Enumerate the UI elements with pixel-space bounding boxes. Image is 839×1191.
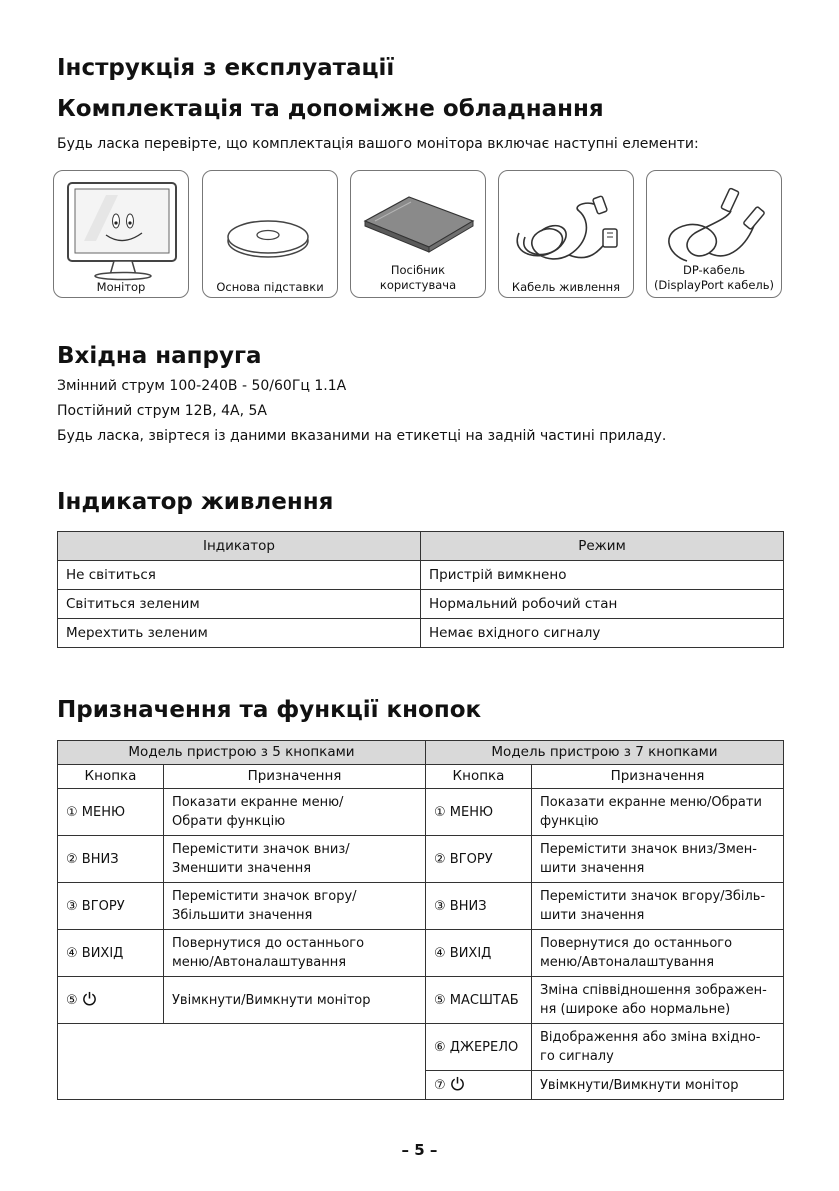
function-line2: функцію <box>540 814 599 829</box>
function-line1: Увімкнути/Вимкнути монітор <box>172 992 371 1008</box>
button-name: МЕНЮ <box>77 804 126 820</box>
buttons-table-body <box>58 789 784 1100</box>
function-line1: Перемістити значок вниз/Змен- <box>540 842 757 857</box>
button-cell <box>58 883 164 930</box>
col-function-header: Призначення <box>532 765 784 789</box>
item-caption-line2: (DisplayPort кабель) <box>653 278 775 292</box>
col-function-header: Призначення <box>164 765 426 789</box>
button-cell <box>426 930 532 977</box>
voltage-line-dc: Постійний струм 12В, 4А, 5А <box>57 403 267 419</box>
function-cell <box>532 1024 784 1071</box>
button-name: ВИХІД <box>77 945 124 961</box>
col-button-header: Кнопка <box>426 765 532 789</box>
function-line1: Перемістити значок вгору/Збіль- <box>540 889 766 904</box>
function-line2: го сигналу <box>540 1049 614 1064</box>
function-line1: Зміна співвідношення зображен- <box>540 983 767 998</box>
button-number: ④ <box>66 945 78 961</box>
function-line1: Показати екранне меню/ <box>172 795 344 810</box>
table-row <box>58 883 784 930</box>
function-line2: Збільшити значення <box>172 908 313 923</box>
item-caption-line1: Монітор <box>96 280 146 294</box>
button-number: ⑤ <box>434 992 446 1008</box>
function-line1: Відображення або зміна вхідно- <box>540 1030 761 1045</box>
button-name: ВНИЗ <box>77 851 119 867</box>
model-7-header: Модель пристрою з 7 кнопками <box>426 741 784 765</box>
button-name: ВГОРУ <box>77 898 125 914</box>
voltage-heading: Вхідна напруга <box>57 343 262 369</box>
button-name: ВИХІД <box>445 945 492 961</box>
table-row <box>58 789 784 836</box>
item-caption-line1: DP-кабель <box>683 263 745 277</box>
item-caption-line1: Основа підставки <box>216 280 324 294</box>
package-heading: Комплектація та допоміжне обладнання <box>57 96 604 122</box>
function-line2: Зменшити значення <box>172 861 312 876</box>
button-cell <box>426 883 532 930</box>
table-header-row <box>58 532 784 561</box>
buttons-heading: Призначення та функції кнопок <box>57 697 482 723</box>
voltage-line-note: Будь ласка, звіртеся із даними вказаними на етикетці на задній частині приладу. <box>57 428 667 444</box>
table-row <box>58 930 784 977</box>
voltage-line-ac: Змінний струм 100-240В - 50/60Гц 1.1А <box>57 378 347 394</box>
function-line1: Повернутися до останнього <box>540 936 733 951</box>
item-caption <box>351 263 485 293</box>
button-cell <box>58 789 164 836</box>
button-name: МАСШТАБ <box>445 992 519 1008</box>
indicator-cell: Світиться зеленим <box>58 590 421 619</box>
page-title: Інструкція з експлуатації <box>57 55 395 81</box>
button-cell <box>58 977 164 1024</box>
function-line1: Перемістити значок вгору/ <box>172 889 357 904</box>
package-item-manual <box>350 170 486 298</box>
button-cell <box>426 1071 532 1100</box>
indicator-cell: Мерехтить зеленим <box>58 619 421 648</box>
button-cell <box>58 930 164 977</box>
table-row <box>58 590 784 619</box>
package-item-monitor <box>53 170 189 298</box>
button-number: ③ <box>66 898 78 914</box>
page-number: – 5 – <box>401 1141 438 1159</box>
button-number: ③ <box>434 898 446 914</box>
function-line2: Обрати функцію <box>172 814 286 829</box>
model-5-header: Модель пристрою з 5 кнопками <box>58 741 426 765</box>
package-items <box>53 170 787 302</box>
power-indicator-table <box>57 531 784 648</box>
function-cell <box>532 836 784 883</box>
button-number: ④ <box>434 945 446 961</box>
function-cell <box>164 883 426 930</box>
button-number: ② <box>66 851 78 867</box>
button-number: ① <box>434 804 446 820</box>
item-caption <box>647 263 781 293</box>
function-line1: Перемістити значок вниз/ <box>172 842 350 857</box>
function-cell <box>532 977 784 1024</box>
function-cell <box>532 1071 784 1100</box>
button-name: МЕНЮ <box>445 804 494 820</box>
button-name: ВГОРУ <box>445 851 493 867</box>
function-cell <box>164 977 426 1024</box>
function-line2: ня (широке або нормальне) <box>540 1002 731 1017</box>
table-row <box>58 977 784 1024</box>
package-item-power-cable <box>498 170 634 298</box>
item-caption-line1: Кабель живлення <box>511 280 621 294</box>
power-icon <box>82 991 97 1006</box>
button-number: ② <box>434 851 446 867</box>
function-cell <box>164 836 426 883</box>
table-row <box>58 619 784 648</box>
button-number: ⑤ <box>66 992 78 1008</box>
empty-cell <box>58 1024 426 1100</box>
function-line2: шити значення <box>540 861 645 876</box>
button-name: ДЖЕРЕЛО <box>445 1039 519 1055</box>
function-cell <box>532 930 784 977</box>
function-line1: Показати екранне меню/Обрати <box>540 795 762 810</box>
indicator-cell: Не світиться <box>58 561 421 590</box>
table-row <box>58 1024 784 1071</box>
table-row <box>58 561 784 590</box>
power-icon <box>450 1076 465 1091</box>
button-number: ① <box>66 804 78 820</box>
item-caption-line1: Посібник <box>390 263 446 277</box>
button-number: ⑦ <box>434 1077 446 1093</box>
function-cell <box>532 789 784 836</box>
button-cell <box>58 836 164 883</box>
button-cell <box>426 789 532 836</box>
item-caption-line2: користувача <box>379 278 457 292</box>
button-cell <box>426 977 532 1024</box>
function-line1: Повернутися до останнього <box>172 936 365 951</box>
table-header-indicator: Індикатор <box>58 532 421 561</box>
function-cell <box>532 883 784 930</box>
function-line2: меню/Автоналаштування <box>172 955 347 970</box>
buttons-table <box>57 740 784 1100</box>
function-line2: шити значення <box>540 908 645 923</box>
table-row <box>58 836 784 883</box>
model-header-row <box>58 741 784 765</box>
button-cell <box>426 1024 532 1071</box>
mode-cell: Немає вхідного сигналу <box>421 619 784 648</box>
function-cell <box>164 789 426 836</box>
function-line1: Увімкнути/Вимкнути монітор <box>540 1077 739 1093</box>
table-header-mode: Режим <box>421 532 784 561</box>
button-name: ВНИЗ <box>445 898 487 914</box>
package-item-base <box>202 170 338 298</box>
function-cell <box>164 930 426 977</box>
power-indicator-heading: Індикатор живлення <box>57 489 334 515</box>
mode-cell: Нормальний робочий стан <box>421 590 784 619</box>
package-intro: Будь ласка перевірте, що комплектація вашого монітора включає наступні елементи: <box>57 136 699 152</box>
function-line2: меню/Автоналаштування <box>540 955 715 970</box>
package-item-dp-cable <box>646 170 782 298</box>
col-button-header: Кнопка <box>58 765 164 789</box>
button-number: ⑥ <box>434 1039 446 1055</box>
button-cell <box>426 836 532 883</box>
column-header-row <box>58 765 784 789</box>
mode-cell: Пристрій вимкнено <box>421 561 784 590</box>
